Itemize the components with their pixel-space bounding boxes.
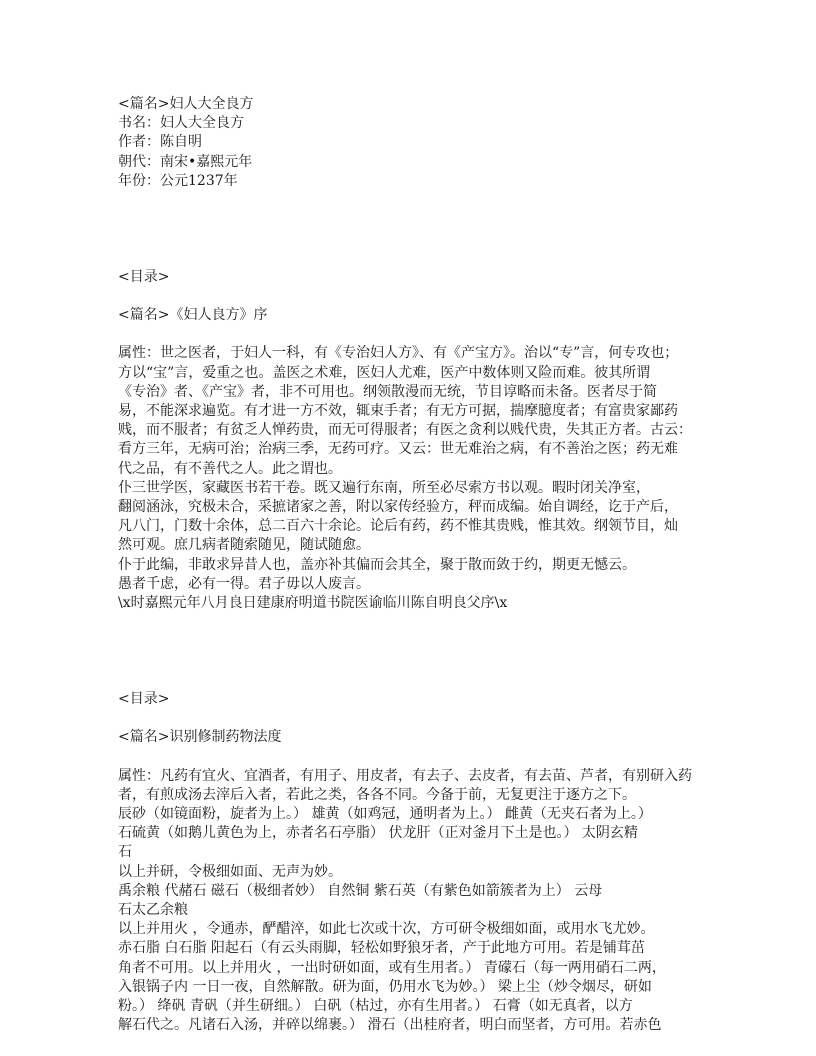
body-line: 《专治》者、《产宝》者，非不可用也。纲领散漫而无统，节目谆略而未备。医者尽于简 [118,383,657,400]
body-line: 仆于此编，非敢求异昔人也，盖亦补其偏而会其全，聚于散而敛于约，期更无憾云。 [118,556,636,573]
body-line: 以上并研，令极细如面、无声为妙。 [118,863,342,880]
dynasty: 朝代：南宋•嘉熙元年 [118,153,253,170]
body-line: 易，不能深求遍览。有才进一方不效，辄束手者；有无方可据，揣摩臆度者；有富贵家鄙药 [118,403,678,420]
year: 年份：公元1237年 [118,172,238,189]
body-line: 禹余粮 代赭石 磁石（极细者妙） 自然铜 紫石英（有紫色如箭簇者为上） 云母 [118,882,603,899]
body-line: 然可观。庶几病者随索随见，随试随愈。 [118,537,370,554]
body-line: 赤石脂 白石脂 阳起石（有云头雨脚，轻松如野狼牙者，产于此地方可用。若是铺茸茁 [118,940,645,957]
author: 作者：陈自明 [118,134,202,151]
section-body [118,344,708,613]
spacer [118,249,708,268]
spacer [118,287,708,306]
chapter-title: <篇名>妇人大全良方 [118,96,254,112]
spacer [118,709,708,728]
section-title: <篇名>《妇人良方》序 [118,307,268,324]
body-line: 翻阅涵泳，究极未合，采摭诸家之善，附以家传经验方，秤而成编。始自调经，讫于产后， [118,498,678,515]
body-line: 解石代之。凡诸石入汤，并碎以绵裹。） 滑石（出桂府者，明白而坚者，方可用。若赤色 [118,1017,662,1034]
body-line: 属性：凡药有宜火、宜酒者，有用子、用皮者，有去子、去皮者，有去苗、芦者，有别研入药 [118,767,692,784]
toc-label: <目录> [118,690,170,707]
body-line: 贱，而不服者；有贫乏人惮药贵，而无可得服者；有医之贪利以贱代贵，失其正方者。古云： [118,422,692,439]
body-line: 角者不可用。以上并用火 ，一出时研如面，或有生用者。） 青礞石（每一两用硝石二两， [118,959,666,976]
body-line: 者，有煎成汤去滓后入者，若此之类，各各不同。今备于前，无复更注于逐方之下。 [118,786,636,803]
body-line: 辰砂（如镜面粉，旋者为上。） 雄黄（如鸡冠，通明者为上。） 雌黄（无夹石者为上。） [118,806,652,822]
spacer [118,325,708,344]
body-line: 粉。） 绛矾 青矾（并生研细。） 白矾（枯过，亦有生用者。） 石膏（如无真者，以方 [118,997,633,1014]
body-line: 看方三年，无病可治；治病三季，无药可疗。又云：世无难治之病，有不善治之医；药无难 [118,441,678,458]
body-line: 凡八门，门数十余体，总二百六十余论。论后有药，药不惟其贵贱，惟其效。纲领节目，灿 [118,518,678,535]
spacer [118,613,708,671]
body-line: 方以“宝”言，爱重之也。盖医之术难，医妇人尤难，医产中数体则又险而难。彼其所谓 [118,364,651,381]
body-line: 仆三世学医，家藏医书若干卷。既又遍行东南，所至必尽索方书以观。暇时闭关净室， [118,479,650,496]
body-line: \x时嘉熙元年八月良日建康府明道书院医谕临川陈自明良父序\x [118,594,508,611]
body-line: 代之品，有不善代之人。此之谓也。 [118,460,342,477]
body-line: 愚者千虑，必有一得。君子毋以人废言。 [118,575,370,592]
book-name: 书名：妇人大全良方 [118,115,244,132]
section-title: <篇名>识别修制药物法度 [118,729,282,746]
toc-label: <目录> [118,268,170,285]
spacer [118,747,708,766]
body-line: 入银锅子内 一日一夜，自然解散。研为面，仍用水飞为妙。） 梁上尘（炒令烟尽，研如 [118,978,652,995]
document-page [118,95,708,1035]
section-body [118,767,708,1036]
body-line: 属性：世之医者，于妇人一科，有《专治妇人方》、有《产宝方》。治以“专”言，何专攻也； [118,345,679,362]
spacer [118,671,708,690]
body-line: 石太乙余粮 [118,901,188,918]
spacer [118,191,708,249]
body-line: 石硫黄（如鹅儿黄色为上，赤者名石亭脂） 伏龙肝（正对釜月下土是也。） 太阴玄精 [118,825,638,842]
body-line: 以上并用火 ，令通赤，酽醋淬，如此七次或十次，方可研令极细如面，或用水飞尤妙。 [118,921,655,938]
body-line: 石 [118,844,132,861]
